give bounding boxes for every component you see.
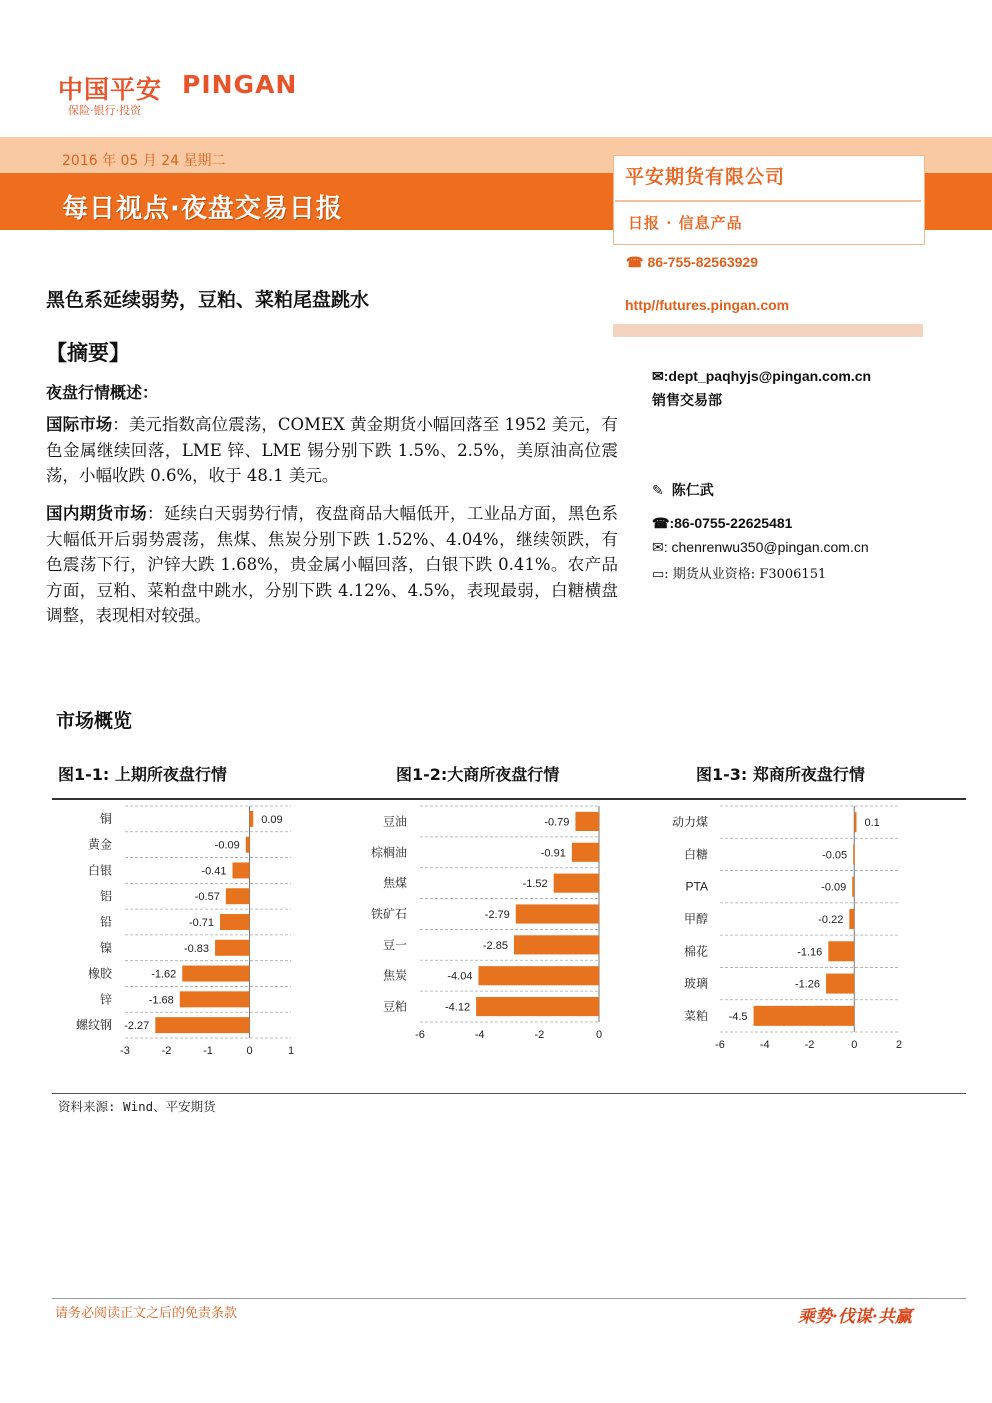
tick-label: 0	[246, 1045, 253, 1057]
tick-label: 0	[851, 1039, 858, 1051]
bar	[754, 1006, 855, 1026]
analyst-email[interactable]	[652, 539, 869, 556]
logo-cn: 中国平安	[58, 75, 163, 104]
bar	[246, 837, 250, 853]
data-label: -2.79	[484, 909, 510, 921]
bar	[852, 877, 854, 897]
category-label: 焦炭	[382, 968, 407, 983]
category-label: 镍	[99, 940, 112, 955]
bar	[155, 1017, 249, 1033]
data-label: -0.91	[540, 847, 566, 860]
phone-icon: ☎	[652, 515, 670, 531]
abstract-title: 【摘要】	[46, 341, 130, 365]
category-label: 铁矿石	[370, 907, 407, 921]
tick-label: -1	[203, 1045, 213, 1057]
data-label: -1.16	[797, 946, 823, 959]
analyst-name: 陈仁武	[671, 483, 714, 499]
company-divider	[615, 200, 921, 202]
mail-icon: ✉	[652, 539, 664, 555]
category-label: 焦煤	[382, 876, 407, 891]
domestic-paragraph	[46, 501, 618, 629]
tick-label: -4	[474, 1029, 485, 1041]
data-label: -0.09	[821, 881, 847, 894]
bar	[180, 991, 250, 1007]
phone-icon: ☎	[626, 254, 644, 270]
category-label: 白银	[87, 863, 112, 878]
bar	[476, 997, 599, 1016]
dept-email[interactable]	[652, 368, 871, 385]
analyst-email-text: : chenrenwu350@pingan.com.cn	[663, 539, 869, 555]
bar	[828, 941, 854, 961]
market-section-title: 市场概览	[56, 710, 133, 732]
data-label: -0.22	[818, 914, 844, 926]
analyst-phone	[652, 515, 792, 532]
data-label: -1.52	[522, 878, 548, 891]
data-label: -1.68	[148, 994, 174, 1007]
product-type: 日报 · 信息产品	[628, 214, 743, 232]
data-label: -4.12	[445, 1001, 471, 1014]
chart-shfe	[76, 806, 294, 1057]
bar	[514, 935, 599, 954]
bar	[849, 909, 854, 929]
intl-label: 国际市场	[46, 415, 113, 434]
bar	[220, 914, 249, 930]
tick-label: 0	[595, 1029, 603, 1041]
footer-rule	[52, 1298, 966, 1299]
data-label: 0.1	[864, 817, 880, 830]
chart-dce	[371, 806, 602, 1041]
bar	[182, 966, 249, 982]
data-label: -0.57	[194, 891, 220, 904]
tick-label: -3	[120, 1045, 130, 1057]
data-label: -0.79	[544, 816, 570, 829]
category-label: 黄金	[87, 837, 112, 852]
category-label: 动力煤	[671, 815, 708, 830]
category-label: 菜粕	[683, 1008, 708, 1023]
category-label: 豆油	[382, 814, 407, 829]
chart2-title: 图1-2:大商所夜盘行情	[396, 765, 560, 784]
category-label: PTA	[685, 879, 708, 894]
mail-icon: ✉	[652, 368, 664, 384]
data-label: -0.05	[822, 849, 848, 862]
department: 销售交易部	[652, 393, 722, 409]
data-label: -2.27	[124, 1020, 150, 1033]
website-link[interactable]: http//futures.pingan.com	[625, 297, 790, 313]
intl-paragraph	[46, 412, 618, 489]
bar	[572, 843, 599, 862]
tick-label: -6	[415, 1029, 425, 1041]
bar	[250, 811, 254, 827]
data-label: 0.09	[261, 813, 283, 826]
analyst-license	[652, 563, 826, 582]
company-name: 平安期货有限公司	[625, 166, 786, 188]
bar	[215, 940, 249, 956]
overview-title: 夜盘行情概述：	[46, 383, 159, 402]
analyst-phone-text: :86-0755-22625481	[669, 515, 793, 531]
bar	[575, 812, 599, 831]
tick-label: 2	[895, 1039, 903, 1051]
category-label: 橡胶	[87, 966, 112, 981]
logo-tagline: 保险·银行·投资	[68, 104, 141, 117]
category-label: 豆粕	[382, 999, 407, 1014]
charts-canvas	[52, 800, 966, 1092]
book-icon: ▭	[652, 567, 665, 582]
tick-label: 1	[287, 1045, 295, 1057]
bar	[826, 974, 854, 994]
report-title: 每日视点·夜盘交易日报	[62, 194, 343, 224]
category-label: 锌	[99, 992, 112, 1007]
data-label: -0.41	[201, 865, 227, 878]
data-label: -4.04	[447, 970, 473, 983]
dept-email-text: :dept_paqhyjs@pingan.com.cn	[663, 368, 872, 384]
category-label: 铅	[99, 915, 112, 929]
tick-label: -2	[804, 1039, 815, 1051]
logo-en: PINGAN	[182, 70, 298, 99]
intl-text: ：美元指数高位震荡，COMEX 黄金期货小幅回落至 1952 美元，有色金属继续回落，LME 锌、LME 锡分别下跌 1.5%、2.5%，美原油高位震荡，小幅收跌 0.6%，收于 48.1 美元。	[46, 415, 618, 485]
category-label: 螺纹钢	[75, 1018, 112, 1033]
tick-label: -2	[161, 1045, 172, 1057]
bar	[226, 888, 250, 904]
contact-panel-bottom	[613, 324, 923, 337]
data-label: -4.5	[728, 1010, 748, 1023]
category-label: 铝	[99, 889, 112, 904]
chart1-title: 图1-1: 上期所夜盘行情	[58, 765, 227, 784]
chart-czce	[672, 806, 902, 1051]
category-label: 玻璃	[683, 976, 708, 991]
category-label: 甲醇	[683, 912, 708, 926]
slogan: 乘势·伐谋·共赢	[798, 1307, 912, 1327]
domestic-label: 国内期货市场	[46, 504, 147, 523]
data-label: -1.62	[151, 968, 177, 981]
bar	[232, 862, 249, 878]
category-label: 棕榈油	[370, 845, 407, 860]
bar	[554, 874, 599, 893]
analyst-name-row	[652, 480, 714, 500]
disclaimer-link[interactable]: 请务必阅读正文之后的免责条款	[55, 1306, 238, 1321]
bar	[854, 812, 856, 832]
category-label: 棉花	[683, 944, 708, 959]
bar	[516, 904, 599, 923]
main-phone	[626, 254, 758, 271]
data-label: -0.09	[214, 839, 240, 852]
headline: 黑色系延续弱势，豆粕、菜粕尾盘跳水	[46, 289, 370, 311]
bar	[478, 966, 599, 985]
category-label: 铜	[99, 811, 112, 826]
data-source: 资料来源: Wind、平安期货	[58, 1099, 216, 1114]
data-label: -0.71	[188, 917, 215, 929]
data-label: -0.83	[183, 942, 210, 955]
data-label: -2.85	[482, 939, 508, 952]
domestic-text: ：延续白天弱势行情，夜盘商品大幅低开，工业品方面，黑色系大幅低开后弱势震荡，焦煤、焦炭分别下跌 1.52%、4.04%，继续领跌，有色震荡下行，沪锌大跌 1.68%，贵金属小幅回落，白银下跌 0.41%。农产品方面，豆粕、菜粕盘中跳水，分别下跌 4.12%、4.5%，表现最弱，白糖横盘调整，表现相对较强。	[46, 504, 619, 625]
bar	[853, 844, 855, 864]
charts-bottom-rule	[52, 1093, 966, 1094]
category-label: 豆一	[382, 937, 407, 952]
tick-label: -2	[534, 1029, 545, 1041]
analyst-license-text: : 期货从业资格: F3006151	[664, 567, 827, 582]
category-label: 白糖	[683, 847, 708, 862]
report-date: 2016 年 05 月 24 星期二	[62, 153, 226, 169]
main-phone-number: 86-755-82563929	[647, 254, 758, 270]
chart3-title: 图1-3: 郑商所夜盘行情	[696, 765, 865, 784]
tick-label: -6	[715, 1039, 725, 1051]
tick-label: -4	[759, 1039, 770, 1051]
data-label: -1.26	[794, 978, 821, 991]
pen-icon: ✎	[652, 483, 664, 499]
